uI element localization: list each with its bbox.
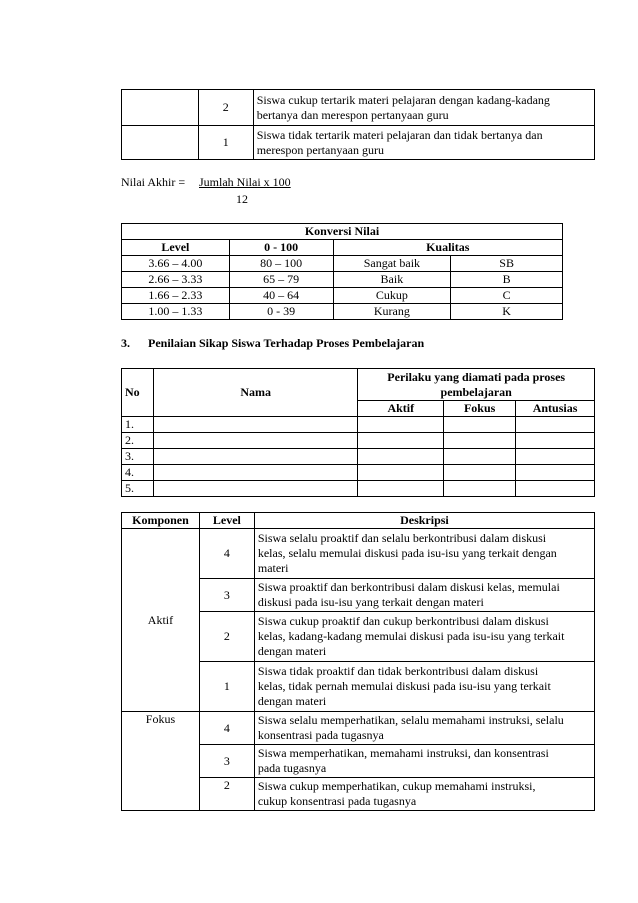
header-antusias: Antusias [516, 401, 595, 417]
row-number: 1. [122, 417, 154, 433]
description-cell: Siswa tidak proaktif dan tidak berkontribusi dalam diskusi kelas, tidak pernah memulai diskusi pada isu-isu yang terkait dengan materi [254, 662, 594, 712]
empty-cell [122, 126, 199, 160]
table-row [122, 90, 595, 126]
table-row [122, 481, 595, 497]
header-fokus: Fokus [444, 401, 516, 417]
description-cell: Siswa proaktif dan berkontribusi dalam diskusi kelas, memulai diskusi pada isu-isu yang terkait dengan materi [254, 579, 594, 612]
code-cell: C [451, 288, 563, 304]
level-cell: 2 [199, 778, 254, 811]
description-cell: Siswa cukup proaktif dan cukup berkontribusi dalam diskusi kelas, kadang-kadang memulai diskusi pada isu-isu yang terkait dengan materi [254, 612, 594, 662]
description-cell: Siswa cukup memperhatikan, cukup memahami instruksi, cukup konsentrasi pada tugasnya [254, 778, 594, 811]
header-no: No [122, 369, 154, 417]
code-cell: B [451, 272, 563, 288]
header-perilaku: Perilaku yang diamati pada proses pembelajaran [358, 369, 595, 401]
quality-cell: Cukup [333, 288, 451, 304]
table-row [122, 288, 563, 304]
level-cell: 2 [199, 612, 254, 662]
level-cell: 3 [199, 745, 254, 778]
table-row [122, 126, 595, 160]
table-row [122, 465, 595, 481]
level-cell: 1 [199, 662, 254, 712]
formula-numerator: Jumlah Nilai x 100 [199, 175, 291, 189]
header-level: Level [122, 240, 230, 256]
top-rubric-table [121, 89, 595, 160]
formula-label: Nilai Akhir = [121, 175, 186, 189]
header-level: Level [199, 513, 254, 529]
table-row [122, 304, 563, 320]
table-row [122, 272, 563, 288]
range-cell: 65 – 79 [229, 272, 333, 288]
header-aktif: Aktif [358, 401, 444, 417]
range-cell: 80 – 100 [229, 256, 333, 272]
komponen-aktif: Aktif [122, 529, 200, 712]
table-row [122, 529, 595, 579]
rubrik-table [121, 512, 595, 811]
level-cell: 4 [199, 529, 254, 579]
komponen-fokus: Fokus [122, 712, 200, 811]
level-cell: 1.00 – 1.33 [122, 304, 230, 320]
level-cell: 4 [199, 712, 254, 745]
level-cell: 3.66 – 4.00 [122, 256, 230, 272]
header-komponen: Komponen [122, 513, 200, 529]
level-cell: 2 [198, 90, 253, 126]
formula-denominator: 12 [236, 192, 248, 206]
level-cell: 1 [198, 126, 253, 160]
row-number: 4. [122, 465, 154, 481]
header-range: 0 - 100 [229, 240, 333, 256]
level-cell: 1.66 – 2.33 [122, 288, 230, 304]
sikap-table [121, 368, 595, 497]
range-cell: 40 – 64 [229, 288, 333, 304]
description-cell: Siswa selalu memperhatikan, selalu memahami instruksi, selalu konsentrasi pada tugasnya [254, 712, 594, 745]
section-number: 3. [121, 336, 130, 350]
quality-cell: Kurang [333, 304, 451, 320]
row-number: 2. [122, 433, 154, 449]
table-row [122, 712, 595, 745]
description-cell: Siswa cukup tertarik materi pelajaran dengan kadang-kadang bertanya dan merespon pertanyaan guru [253, 90, 594, 126]
description-cell: Siswa tidak tertarik materi pelajaran dan tidak bertanya dan merespon pertanyaan guru [253, 126, 594, 160]
row-number: 5. [122, 481, 154, 497]
description-cell: Siswa memperhatikan, memahami instruksi, dan konsentrasi pada tugasnya [254, 745, 594, 778]
row-number: 3. [122, 449, 154, 465]
level-cell: 3 [199, 579, 254, 612]
table-row [122, 417, 595, 433]
empty-cell [122, 90, 199, 126]
level-cell: 2.66 – 3.33 [122, 272, 230, 288]
range-cell: 0 - 39 [229, 304, 333, 320]
description-cell: Siswa selalu proaktif dan selalu berkontribusi dalam diskusi kelas, selalu memulai diskusi pada isu-isu yang terkait dengan materi [254, 529, 594, 579]
code-cell: SB [451, 256, 563, 272]
quality-cell: Baik [333, 272, 451, 288]
header-deskripsi: Deskripsi [254, 513, 594, 529]
code-cell: K [451, 304, 563, 320]
konversi-nilai-table [121, 223, 563, 320]
table-row [122, 256, 563, 272]
table-row [122, 449, 595, 465]
header-quality: Kualitas [333, 240, 562, 256]
table-title: Konversi Nilai [122, 224, 563, 240]
header-nama: Nama [153, 369, 357, 417]
section-title: Penilaian Sikap Siswa Terhadap Proses Pembelajaran [148, 336, 425, 350]
quality-cell: Sangat baik [333, 256, 451, 272]
table-row [122, 433, 595, 449]
